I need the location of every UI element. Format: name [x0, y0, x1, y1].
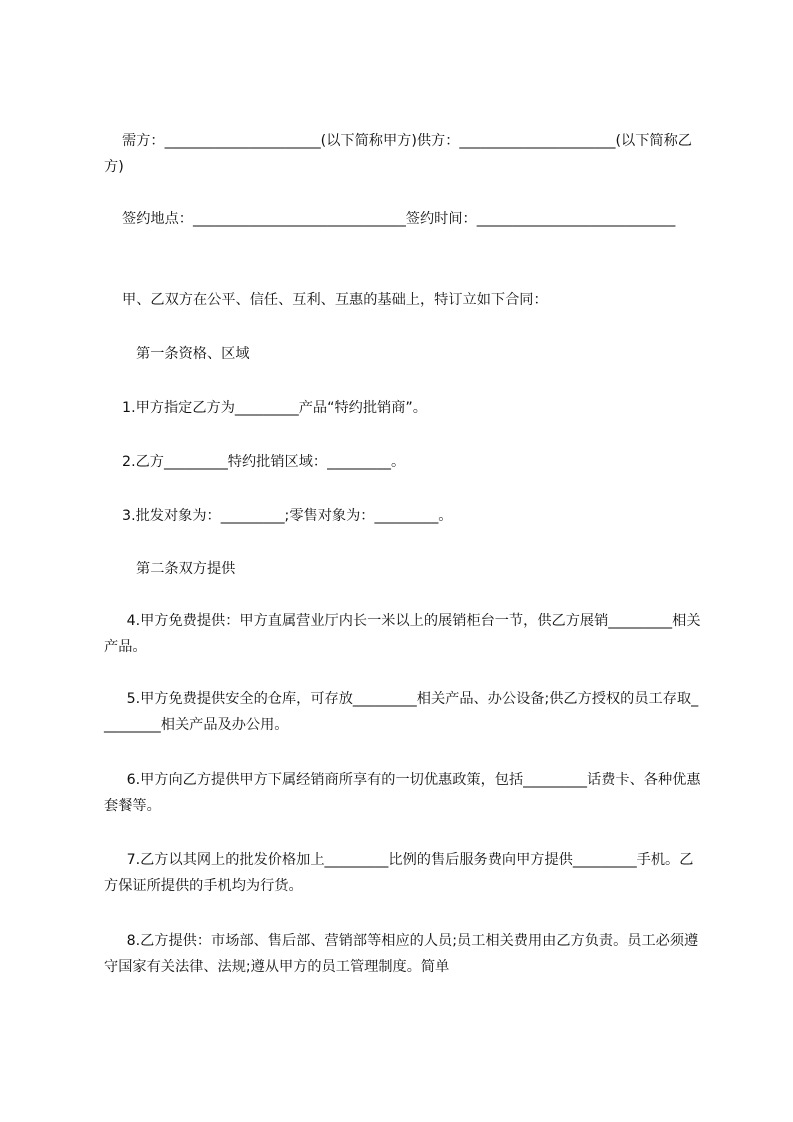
signing-paragraph: 签约地点：______________________________签约时间：____________________________ — [104, 211, 676, 227]
clause-4: 4.甲方免费提供：甲方直属营业厅内长一米以上的展销柜台一节，供乙方展销_________相关产品。 — [104, 613, 701, 655]
article1-heading: 第一条资格、区域 — [136, 346, 250, 362]
clause-1: 1.甲方指定乙方为_________产品“特约批销商”。 — [104, 400, 427, 416]
clause-8: 8.乙方提供：市场部、售后部、营销部等相应的人员;员工相关费用由乙方负责。员工必须遵守国家有关法律、法规;遵从甲方的员工管理制度。简单 — [104, 933, 699, 975]
clause-2: 2.乙方_________特约批销区域：_________。 — [104, 454, 406, 470]
clause-7: 7.乙方以其网上的批发价格加上_________比例的售后服务费向甲方提供_________手机。乙方保证所提供的手机均为行货。 — [104, 852, 694, 894]
parties-paragraph: 需方：______________________(以下简称甲方)供方：______________________(以下简称乙方) — [104, 133, 692, 175]
clause-6: 6.甲方向乙方提供甲方下属经销商所享有的一切优惠政策，包括_________话费卡、各种优惠套餐等。 — [104, 772, 701, 814]
clause-5: 5.甲方免费提供安全的仓库，可存放_________相关产品、办公设备;供乙方授权的员工存取_________相关产品及办公用。 — [104, 691, 699, 733]
clause-3: 3.批发对象为：_________;零售对象为：_________。 — [104, 508, 453, 524]
intro-paragraph: 甲、乙双方在公平、信任、互利、互惠的基础上，特订立如下合同： — [104, 292, 548, 308]
article2-heading: 第二条双方提供 — [136, 561, 236, 577]
